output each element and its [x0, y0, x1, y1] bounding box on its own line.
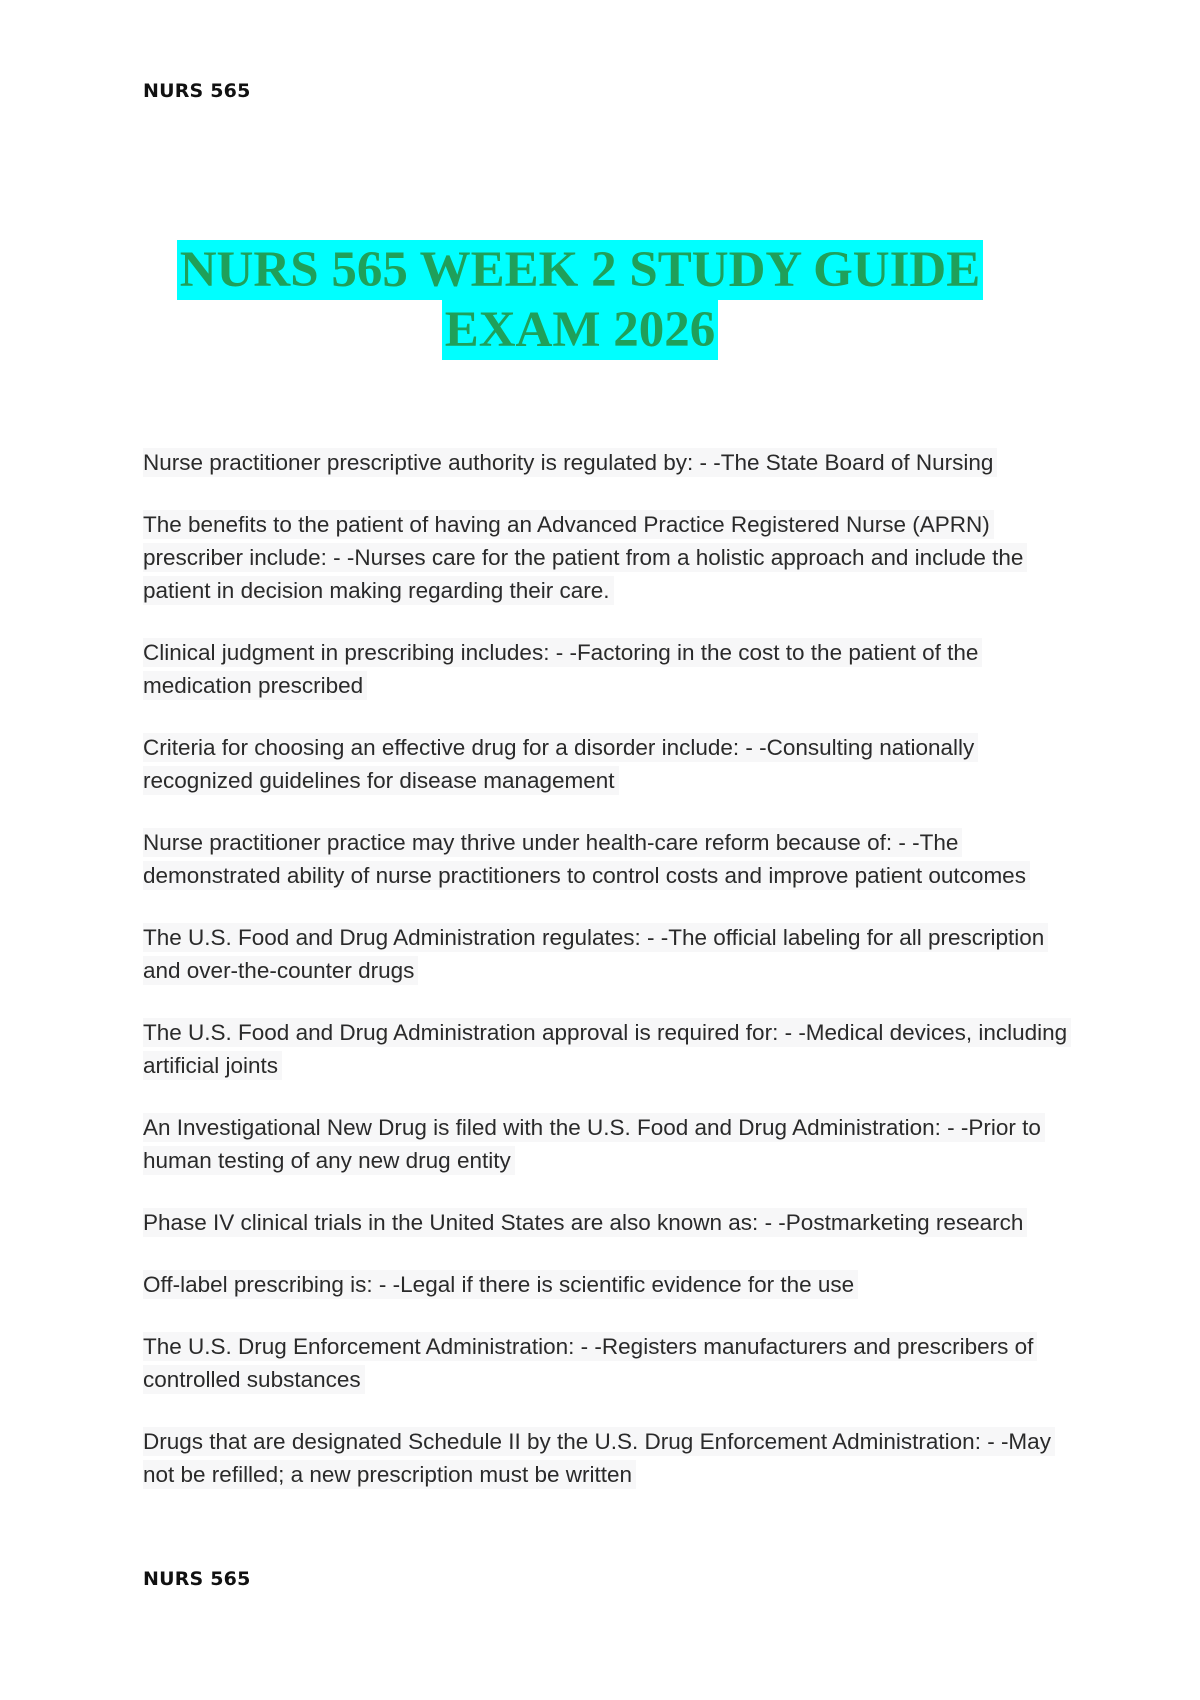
qa-text: Off-label prescribing is: - -Legal if there is scientific evidence for the use	[143, 1270, 858, 1299]
qa-item	[143, 733, 1073, 799]
qa-item	[143, 1427, 1073, 1493]
qa-text: Drugs that are designated Schedule II by the U.S. Drug Enforcement Administration: - -May not be refilled; a new prescription must be written	[143, 1427, 1055, 1489]
qa-item	[143, 1208, 1073, 1241]
qa-item	[143, 510, 1073, 609]
qa-list	[143, 448, 1073, 1522]
qa-text: Nurse practitioner practice may thrive under health-care reform because of: - -The demonstrated ability of nurse practitioners to control costs and improve patient outcomes	[143, 828, 1030, 890]
title-line-1: NURS 565 WEEK 2 STUDY GUIDE	[177, 240, 984, 300]
document-title	[0, 240, 1160, 360]
qa-text: The U.S. Drug Enforcement Administration: - -Registers manufacturers and prescribers of controlled substances	[143, 1332, 1037, 1394]
qa-text: Criteria for choosing an effective drug for a disorder include: - -Consulting nationally recognized guidelines for disease management	[143, 733, 978, 795]
qa-text: The U.S. Food and Drug Administration approval is required for: - -Medical devices, including artificial joints	[143, 1018, 1071, 1080]
qa-item	[143, 828, 1073, 894]
qa-item	[143, 923, 1073, 989]
running-footer: NURS 565	[143, 1568, 251, 1590]
qa-text: The benefits to the patient of having an Advanced Practice Registered Nurse (APRN) prescriber include: - -Nurses care for the patient from a holistic approach and include the patient in decision making regarding their care.	[143, 510, 1027, 605]
qa-item	[143, 448, 1073, 481]
qa-item	[143, 1113, 1073, 1179]
qa-text: An Investigational New Drug is filed with the U.S. Food and Drug Administration: - -Prior to human testing of any new drug entity	[143, 1113, 1045, 1175]
qa-text: Phase IV clinical trials in the United States are also known as: - -Postmarketing research	[143, 1208, 1027, 1237]
qa-text: The U.S. Food and Drug Administration regulates: - -The official labeling for all prescription and over-the-counter drugs	[143, 923, 1048, 985]
qa-text: Clinical judgment in prescribing includes: - -Factoring in the cost to the patient of the medication prescribed	[143, 638, 982, 700]
qa-item	[143, 1270, 1073, 1303]
qa-text: Nurse practitioner prescriptive authority is regulated by: - -The State Board of Nursing	[143, 448, 997, 477]
qa-item	[143, 1332, 1073, 1398]
qa-item	[143, 1018, 1073, 1084]
title-line-2: EXAM 2026	[442, 300, 719, 360]
running-header: NURS 565	[143, 80, 251, 102]
qa-item	[143, 638, 1073, 704]
